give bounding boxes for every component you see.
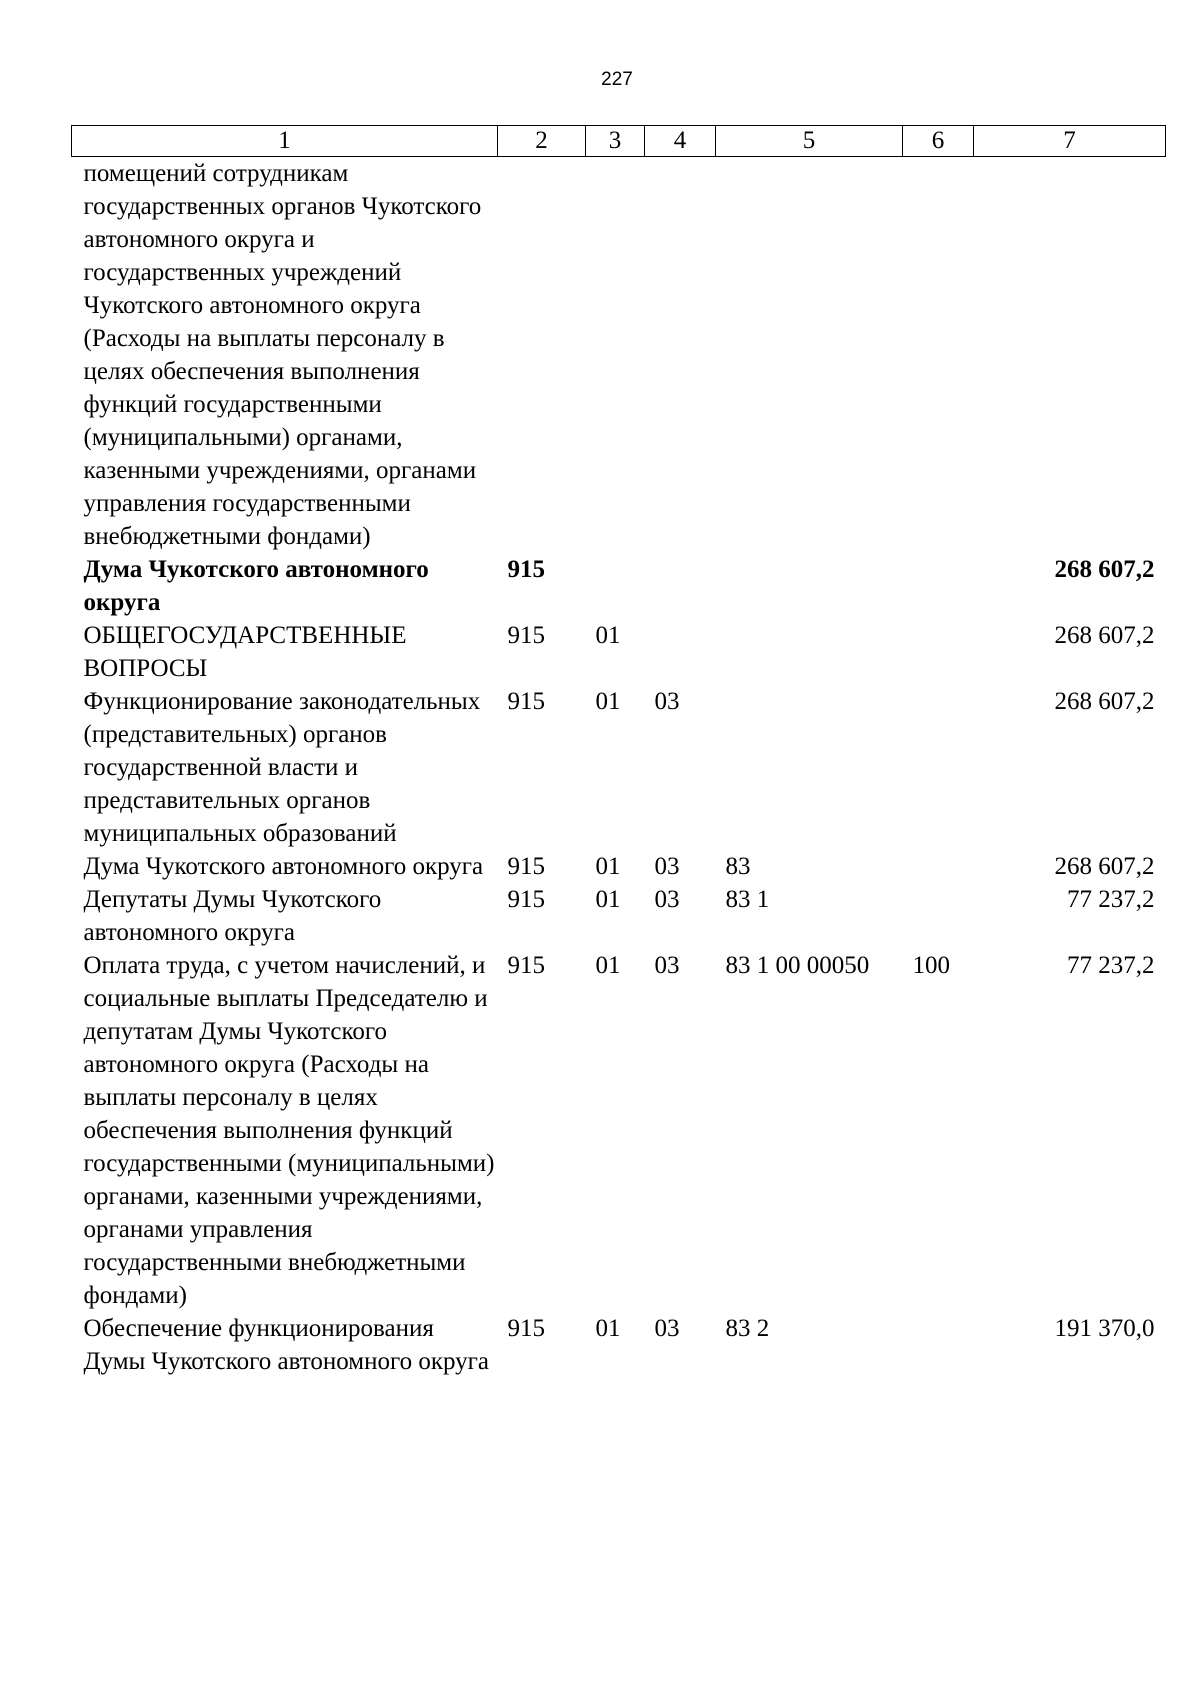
row-amount <box>974 157 1166 554</box>
row-ved-code: 915 <box>507 688 545 715</box>
row-name: Дума Чукотского автономного округа <box>83 556 429 616</box>
row-section-code: 01 <box>595 952 621 979</box>
row-subsection-code: 03 <box>654 688 680 715</box>
row-amount: 77 237,2 <box>1067 952 1155 979</box>
row-name: ОБЩЕГОСУДАРСТВЕННЫЕ ВОПРОСЫ <box>83 622 407 682</box>
row-expense-type <box>903 157 974 554</box>
row-amount: 268 607,2 <box>1054 853 1155 880</box>
table-row <box>72 883 1166 949</box>
row-section-code <box>586 553 645 619</box>
header-col-6: 6 <box>903 126 974 157</box>
row-expense-type: 100 <box>912 952 950 979</box>
row-target-article: 83 1 00 00050 <box>725 952 870 979</box>
row-ved-code: 915 <box>507 622 545 649</box>
row-subsection-code: 03 <box>654 1315 680 1342</box>
row-section-code: 01 <box>595 886 621 913</box>
row-name: Депутаты Думы Чукотского автономного округа <box>83 886 382 946</box>
row-target-article <box>716 685 903 850</box>
table-row <box>72 685 1166 850</box>
row-target-article: 83 <box>725 853 751 880</box>
row-name: Оплата труда, с учетом начислений, и социальные выплаты Председателю и депутатам Думы Чукотского автономного округа (Расходы на выплаты персоналу в целях обеспечения выполнения функций государственными (муниципальными) органами, казенными учреждениями, органами управления государственными внебюджетными фондами) <box>83 952 495 1309</box>
row-expense-type <box>903 1312 974 1378</box>
header-col-7: 7 <box>974 126 1166 157</box>
row-section-code: 01 <box>595 622 621 649</box>
table-row <box>72 949 1166 1312</box>
table-row <box>72 619 1166 685</box>
row-amount: 268 607,2 <box>1054 622 1155 649</box>
row-target-article: 83 2 <box>725 1315 770 1342</box>
row-target-article <box>716 619 903 685</box>
row-expense-type <box>903 685 974 850</box>
row-name: Обеспечение функционирования Думы Чукотского автономного округа <box>83 1315 489 1375</box>
row-name: Функционирование законодательных (представительных) органов государственной власти и представительных органов муниципальных образований <box>83 688 481 847</box>
table-body <box>72 157 1166 1379</box>
table-row <box>72 553 1166 619</box>
row-amount: 191 370,0 <box>1054 1315 1155 1342</box>
row-expense-type <box>903 850 974 883</box>
row-subsection-code: 03 <box>654 853 680 880</box>
table-row <box>72 850 1166 883</box>
row-name: Дума Чукотского автономного округа <box>83 853 484 880</box>
row-amount: 268 607,2 <box>1054 556 1155 583</box>
row-subsection-code: 03 <box>654 886 680 913</box>
row-expense-type <box>903 553 974 619</box>
row-ved-code: 915 <box>507 952 545 979</box>
row-amount: 268 607,2 <box>1054 688 1155 715</box>
row-target-article <box>716 553 903 619</box>
header-col-5: 5 <box>716 126 903 157</box>
header-col-4: 4 <box>645 126 716 157</box>
row-ved-code: 915 <box>507 556 545 583</box>
row-section-code: 01 <box>595 688 621 715</box>
row-expense-type <box>903 883 974 949</box>
row-subsection-code <box>645 157 716 554</box>
row-ved-code <box>498 157 586 554</box>
page-number: 227 <box>601 69 633 90</box>
row-target-article: 83 1 <box>725 886 770 913</box>
row-section-code: 01 <box>595 853 621 880</box>
table-row <box>72 157 1166 554</box>
row-target-article <box>716 157 903 554</box>
header-col-2: 2 <box>498 126 586 157</box>
header-row <box>72 126 1166 157</box>
header-col-3: 3 <box>586 126 645 157</box>
row-ved-code: 915 <box>507 886 545 913</box>
row-expense-type <box>903 619 974 685</box>
row-name: помещений сотрудникам государственных органов Чукотского автономного округа и государственных учреждений Чукотского автономного округа (Расходы на выплаты персоналу в целях обеспечения выполнения функций государственными (муниципальными) органами, казенными учреждениями, органами управления государственными внебюджетными фондами) <box>83 160 482 550</box>
row-section-code: 01 <box>595 1315 621 1342</box>
table-row <box>72 1312 1166 1378</box>
budget-table <box>71 125 1166 1378</box>
row-amount: 77 237,2 <box>1067 886 1155 913</box>
row-subsection-code <box>645 553 716 619</box>
table-header <box>72 126 1166 157</box>
header-col-1: 1 <box>72 126 498 157</box>
row-subsection-code: 03 <box>654 952 680 979</box>
row-section-code <box>586 157 645 554</box>
row-ved-code: 915 <box>507 853 545 880</box>
row-subsection-code <box>645 619 716 685</box>
row-ved-code: 915 <box>507 1315 545 1342</box>
